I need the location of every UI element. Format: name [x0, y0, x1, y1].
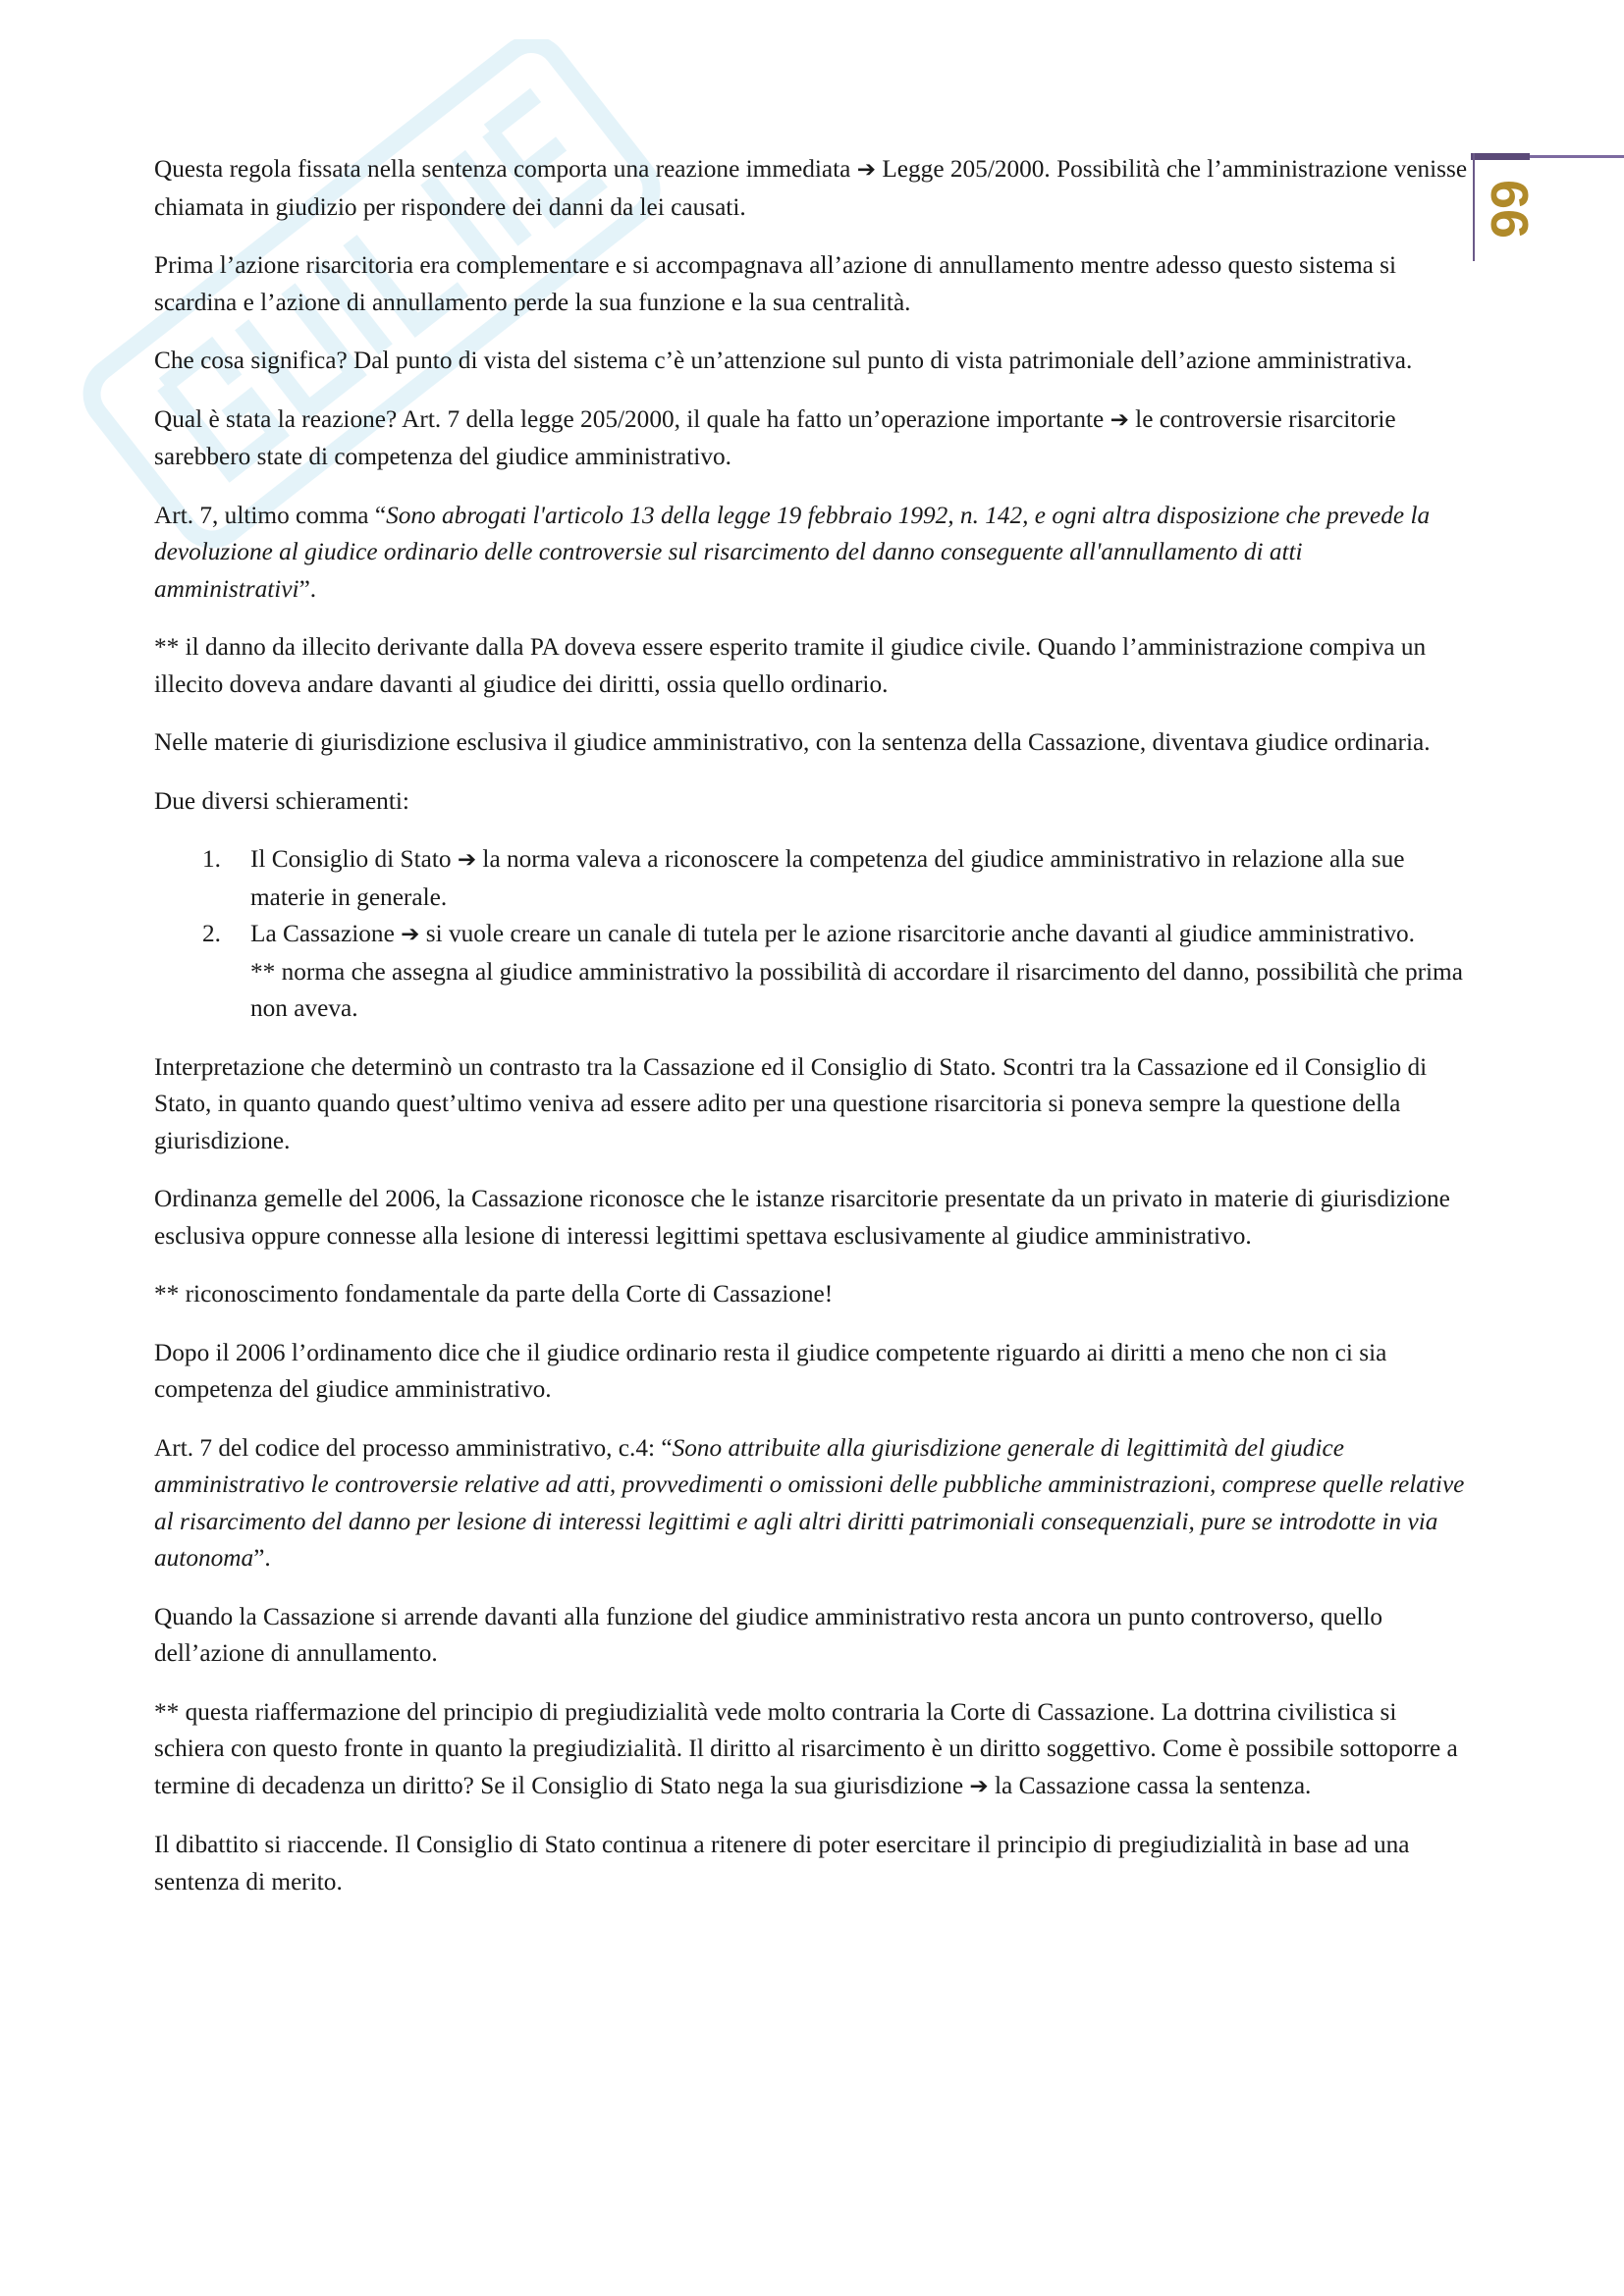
paragraph: Interpretazione che determinò un contrasto tra la Cassazione ed il Consiglio di Stato. Scontri tra la Cassazione ed il Consiglio di Stato, in quanto quando quest’ultimo veniva ad essere adito per una questione risarcitoria si poneva sempre la questione della giurisdizione.	[154, 1052, 1428, 1154]
text: si vuole creare un canale di tutela per le azione risarcitorie anche davanti al giudice amministrativo.	[419, 920, 1415, 947]
paragraph: Nelle materie di giurisdizione esclusiva il giudice amministrativo, con la sentenza della Cassazione, diventava giudice ordinaria.	[154, 728, 1431, 756]
paragraph	[154, 401, 1470, 476]
paragraph: Prima l’azione risarcitoria era complementare e si accompagnava all’azione di annullamento mentre adesso questo sistema si scardina e l’azione di annullamento perde la sua funzione e la sua centralità.	[154, 251, 1397, 316]
list-number: 1.	[202, 845, 221, 873]
arrow-icon: ➔	[969, 1773, 989, 1799]
list-number: 2.	[202, 920, 221, 947]
text: la Cassazione cassa la sentenza.	[988, 1771, 1312, 1799]
paragraph-quote	[154, 1430, 1470, 1577]
text: ”.	[253, 1544, 271, 1572]
arrow-icon: ➔	[856, 157, 877, 183]
page-number: 66	[1480, 179, 1539, 240]
list-item	[154, 916, 1470, 1028]
text: la norma valeva a riconoscere la competenza del giudice amministrativo in relazione alla sue materie in generale.	[250, 845, 1405, 911]
text: ** questa riaffermazione del principio di pregiudizialità vede molto contraria la Corte di Cassazione. La dottrina civilistica si schiera con questo fronte in quanto la pregiudizialità. Il diritto al risarcimento è un diritto soggettivo. Come è possibile sottoporre a termine di decadenza un diritto? Se il Consiglio di Stato nega la sua giurisdizione	[154, 1697, 1458, 1799]
list-item	[154, 841, 1470, 916]
paragraph-note	[154, 1694, 1470, 1806]
quote-text: Sono abrogati l'articolo 13 della legge 19 febbraio 1992, n. 142, e ogni altra disposizione che prevede la devoluzione al giudice ordinario delle controversie sul risarcimento del danno conseguente all'annullamento di atti amministrativi	[154, 501, 1431, 603]
arrow-icon: ➔	[1110, 406, 1129, 433]
paragraph: Due diversi schieramenti:	[154, 786, 409, 815]
numbered-list	[154, 841, 1470, 1028]
text: Il Consiglio di Stato	[250, 845, 458, 873]
marker-bar	[1471, 153, 1530, 160]
paragraph: Dopo il 2006 l’ordinamento dice che il giudice ordinario resta il giudice competente riguardo ai diritti a meno che non ci sia competenza del giudice amministrativo.	[154, 1338, 1387, 1403]
text: le controversie risarcitorie sarebbero state di competenza del giudice amministrativo.	[154, 404, 1396, 470]
text: Art. 7 del codice del processo amministrativo, c.4: “	[154, 1433, 673, 1462]
marker-line	[1530, 155, 1624, 158]
arrow-icon: ➔	[401, 922, 420, 947]
text: Qual è stata la reazione? Art. 7 della legge 205/2000, il quale ha fatto un’operazione importante	[154, 404, 1110, 433]
text: Questa regola fissata nella sentenza comporta una reazione immediata	[154, 155, 857, 183]
document-body	[154, 151, 1470, 1922]
paragraph-note: ** riconoscimento fondamentale da parte della Corte di Cassazione!	[154, 1280, 834, 1308]
text: Legge 205/2000. Possibilità che l’amministrazione venisse chiamata in giudizio per rispondere dei danni da lei causati.	[154, 155, 1468, 221]
list-note: ** norma che assegna al giudice amministrativo la possibilità di accordare il risarcimento del danno, possibilità che prima non aveva.	[250, 957, 1463, 1022]
paragraph-quote	[154, 498, 1470, 609]
paragraph: Ordinanza gemelle del 2006, la Cassazione riconosce che le istanze risarcitorie presentate da un privato in materie di giurisdizione esclusiva oppure connesse alla lesione di interessi legittimi spettava esclusivamente al giudice amministrativo.	[154, 1185, 1450, 1250]
paragraph: Che cosa significa? Dal punto di vista del sistema c’è un’attenzione sul punto di vista patrimoniale dell’azione amministrativa.	[154, 347, 1413, 374]
text: ”.	[298, 574, 317, 603]
paragraph: Quando la Cassazione si arrende davanti alla funzione del giudice amministrativo resta ancora un punto controverso, quello dell’azione di annullamento.	[154, 1602, 1383, 1667]
paragraph	[154, 151, 1470, 226]
paragraph: Il dibattito si riaccende. Il Consiglio di Stato continua a ritenere di poter esercitare il principio di pregiudizialità in base ad una sentenza di merito.	[154, 1831, 1410, 1896]
text: Art. 7, ultimo comma “	[154, 501, 387, 529]
paragraph-note: ** il danno da illecito derivante dalla PA doveva essere esperito tramite il giudice civile. Quando l’amministrazione compiva un illecito doveva andare davanti al giudice dei diritti, ossia quello ordinario.	[154, 633, 1427, 698]
text: La Cassazione	[250, 920, 402, 947]
quote-text: Sono attribuite alla giurisdizione generale di legittimità del giudice amministrativo le controversie relative ad atti, provvedimenti o omissioni delle pubbliche amministrazioni, comprese quelle relative al risarcimento del danno per lesione di interessi legittimi e agli altri diritti patrimoniali consequenziali, pure se introdotte in via autonoma	[154, 1433, 1465, 1572]
arrow-icon: ➔	[457, 847, 477, 873]
